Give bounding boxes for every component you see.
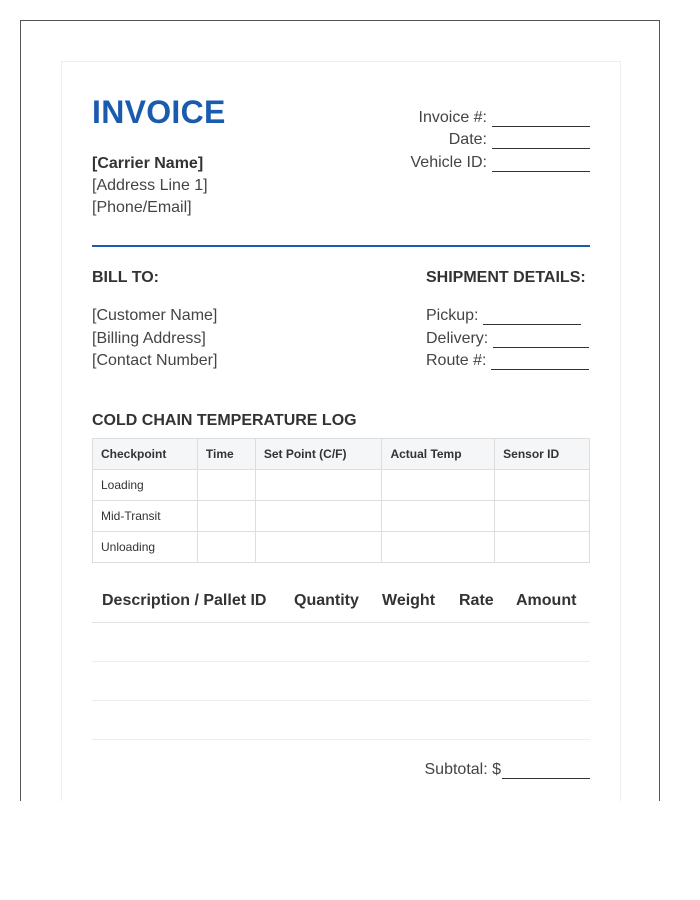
table-row bbox=[93, 470, 590, 501]
cell-actual-temp[interactable] bbox=[382, 501, 495, 532]
cell-set-point[interactable] bbox=[255, 532, 382, 563]
col-actual-temp: Actual Temp bbox=[382, 439, 495, 470]
col-time: Time bbox=[197, 439, 255, 470]
shipment-heading: SHIPMENT DETAILS: bbox=[426, 269, 586, 286]
invoice-number-row bbox=[419, 109, 590, 127]
carrier-contact: [Phone/Email] bbox=[92, 199, 192, 216]
cell-sensor-id[interactable] bbox=[495, 532, 590, 563]
temp-log-header-row bbox=[93, 439, 590, 470]
carrier-info bbox=[92, 153, 208, 219]
vehicle-id-row bbox=[411, 154, 590, 172]
cell-sensor-id[interactable] bbox=[495, 470, 590, 501]
route-row bbox=[426, 352, 589, 370]
route-label: Route #: bbox=[426, 352, 487, 369]
cell-time[interactable] bbox=[197, 470, 255, 501]
contact-number: [Contact Number] bbox=[92, 352, 218, 369]
checkpoint-mid-transit: Mid-Transit bbox=[93, 501, 198, 532]
cell-sensor-id[interactable] bbox=[495, 501, 590, 532]
col-checkpoint: Checkpoint bbox=[93, 439, 198, 470]
cell-time[interactable] bbox=[197, 501, 255, 532]
temp-log-heading: COLD CHAIN TEMPERATURE LOG bbox=[92, 412, 357, 429]
header-divider bbox=[92, 245, 590, 247]
col-sensor-id: Sensor ID bbox=[495, 439, 590, 470]
delivery-row bbox=[426, 330, 589, 348]
date-row bbox=[449, 131, 590, 149]
subtotal-row bbox=[425, 761, 591, 779]
customer-name: [Customer Name] bbox=[92, 307, 218, 324]
cell-actual-temp[interactable] bbox=[382, 470, 495, 501]
checkpoint-loading: Loading bbox=[93, 470, 198, 501]
table-row bbox=[93, 532, 590, 563]
checkpoint-unloading: Unloading bbox=[93, 532, 198, 563]
cell-time[interactable] bbox=[197, 532, 255, 563]
pickup-label: Pickup: bbox=[426, 307, 479, 324]
col-amount: Amount bbox=[516, 592, 577, 609]
cell-actual-temp[interactable] bbox=[382, 532, 495, 563]
pickup-field[interactable] bbox=[483, 310, 581, 325]
date-field[interactable] bbox=[492, 134, 590, 149]
col-set-point: Set Point (C/F) bbox=[255, 439, 382, 470]
table-row bbox=[93, 501, 590, 532]
route-field[interactable] bbox=[491, 355, 589, 370]
bill-to-heading: BILL TO: bbox=[92, 269, 159, 286]
invoice-title: INVOICE bbox=[92, 94, 226, 130]
list-item[interactable] bbox=[92, 701, 590, 740]
pickup-row bbox=[426, 307, 581, 325]
date-label: Date: bbox=[448, 131, 487, 148]
line-items-header bbox=[92, 582, 590, 623]
invoice-number-label: Invoice #: bbox=[418, 109, 487, 126]
col-description: Description / Pallet ID bbox=[102, 592, 267, 609]
carrier-address: [Address Line 1] bbox=[92, 177, 208, 194]
temp-log-table bbox=[92, 438, 590, 563]
carrier-name: [Carrier Name] bbox=[92, 155, 204, 172]
cell-set-point[interactable] bbox=[255, 501, 382, 532]
subtotal-label: Subtotal: $ bbox=[424, 761, 501, 778]
delivery-field[interactable] bbox=[493, 333, 589, 348]
col-quantity: Quantity bbox=[294, 592, 359, 609]
cell-set-point[interactable] bbox=[255, 470, 382, 501]
vehicle-id-field[interactable] bbox=[492, 157, 590, 172]
col-rate: Rate bbox=[459, 592, 494, 609]
subtotal-field[interactable] bbox=[502, 764, 590, 779]
invoice-number-field[interactable] bbox=[492, 112, 590, 127]
list-item[interactable] bbox=[92, 623, 590, 662]
delivery-label: Delivery: bbox=[426, 330, 489, 347]
billing-address: [Billing Address] bbox=[92, 330, 206, 347]
list-item[interactable] bbox=[92, 662, 590, 701]
col-weight: Weight bbox=[382, 592, 436, 609]
vehicle-id-label: Vehicle ID: bbox=[410, 154, 487, 171]
